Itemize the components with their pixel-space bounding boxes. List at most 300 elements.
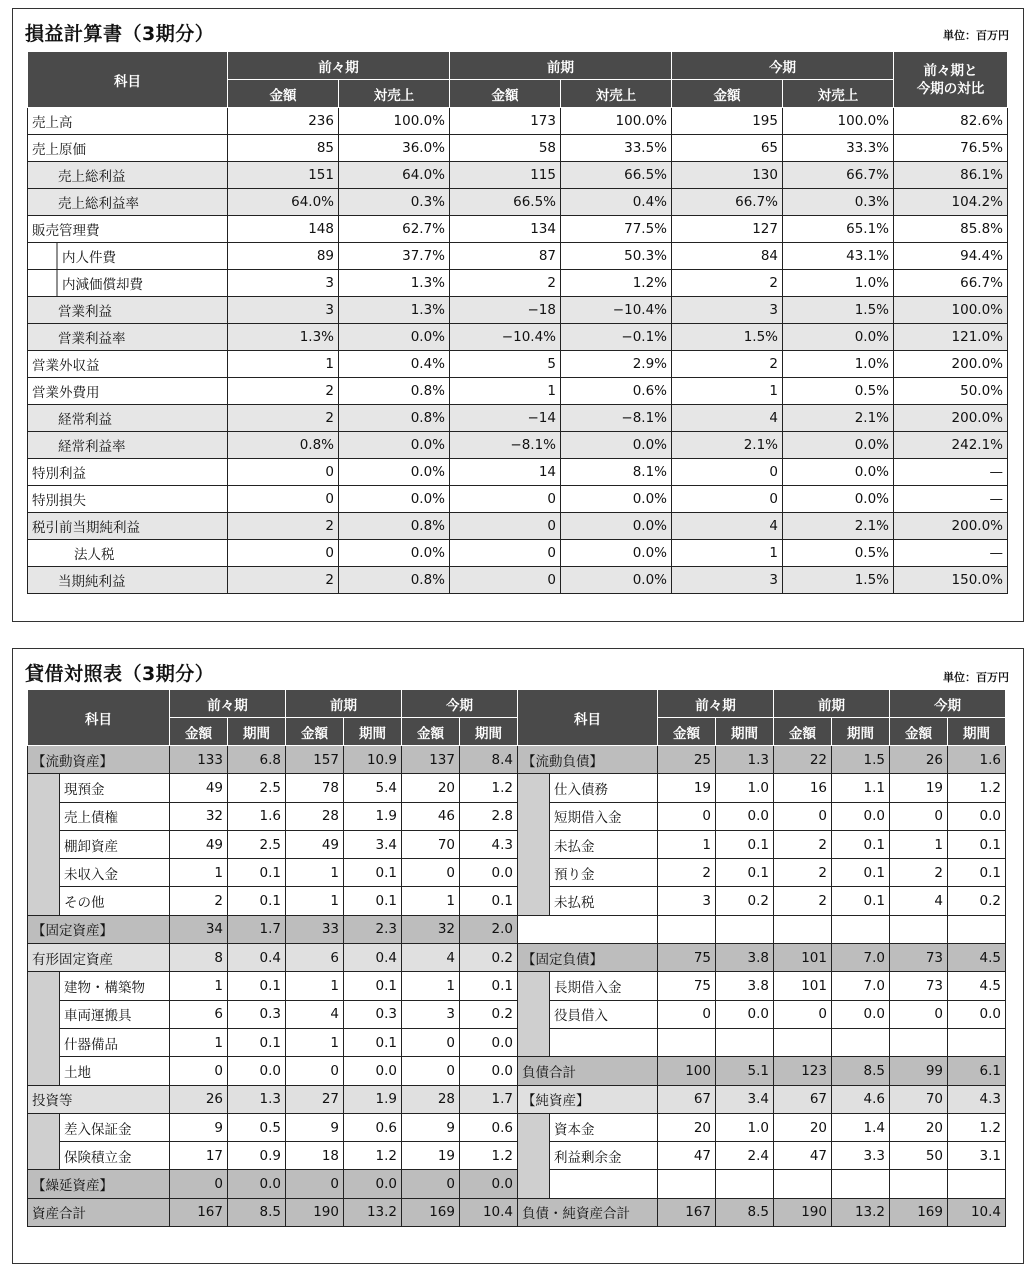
pl-value-cell: 195 <box>672 108 783 135</box>
bs-value-cell: 190 <box>774 1198 832 1226</box>
bs-value-cell: 1 <box>170 859 228 887</box>
pl-compare-cell: 100.0% <box>894 297 1008 324</box>
bs-row-label: 什器備品 <box>60 1028 170 1056</box>
bs-value-cell: 0.0 <box>460 1028 518 1056</box>
pl-value-cell: 65.1% <box>783 216 894 243</box>
bs-value-cell: 1.4 <box>832 1113 890 1141</box>
bs-value-cell: 0 <box>286 1170 344 1198</box>
bs-indent-strip <box>28 1028 60 1056</box>
pl-compare-cell: 86.1% <box>894 162 1008 189</box>
bs-value-cell: 0 <box>170 1170 228 1198</box>
pl-row-label: 売上総利益 <box>28 162 228 189</box>
bs-row-label <box>518 915 658 943</box>
pl-value-cell: 2 <box>228 378 339 405</box>
bs-header-period: 期間 <box>948 718 1006 746</box>
bs-header-amount: 金額 <box>658 718 716 746</box>
bs-value-cell: 20 <box>402 774 460 802</box>
bs-row-label: 【繰延資産】 <box>28 1170 170 1198</box>
pl-compare-cell: 94.4% <box>894 243 1008 270</box>
pl-value-cell: 0.8% <box>339 405 450 432</box>
pl-value-cell: 0.0% <box>339 432 450 459</box>
pl-compare-cell: — <box>894 486 1008 513</box>
bs-value-cell <box>890 1028 948 1056</box>
bs-value-cell: 19 <box>890 774 948 802</box>
bs-value-cell: 1.2 <box>460 774 518 802</box>
bs-value-cell: 0 <box>170 1057 228 1085</box>
pl-row-label: 営業利益率 <box>28 324 228 351</box>
pl-row-label: 営業利益 <box>28 297 228 324</box>
bs-row <box>28 1142 1006 1170</box>
bs-value-cell: 4 <box>402 944 460 972</box>
bs-value-cell: 8.4 <box>460 746 518 774</box>
pl-compare-cell: 76.5% <box>894 135 1008 162</box>
bs-row <box>28 1057 1006 1085</box>
bs-value-cell: 0.1 <box>948 830 1006 858</box>
pl-value-cell: 8.1% <box>561 459 672 486</box>
bs-row-label: 保険積立金 <box>60 1142 170 1170</box>
bs-value-cell: 2.3 <box>344 915 402 943</box>
bs-row-label: 【固定負債】 <box>518 944 658 972</box>
income-statement-title: 損益計算書（3期分） <box>25 23 215 45</box>
pl-compare-cell: 242.1% <box>894 432 1008 459</box>
header-period-prev1: 前期 <box>450 52 672 80</box>
bs-value-cell: 0 <box>774 802 832 830</box>
pl-value-cell: 100.0% <box>339 108 450 135</box>
bs-header-amount: 金額 <box>774 718 832 746</box>
bs-value-cell: 6.8 <box>228 746 286 774</box>
bs-value-cell: 0.0 <box>460 859 518 887</box>
bs-value-cell <box>948 1170 1006 1198</box>
bs-row-label: 差入保証金 <box>60 1113 170 1141</box>
bs-value-cell: 49 <box>170 830 228 858</box>
bs-value-cell: 1.3 <box>228 1085 286 1113</box>
pl-row <box>28 351 1008 378</box>
pl-value-cell: 0.0% <box>783 324 894 351</box>
bs-value-cell: 0.1 <box>344 1028 402 1056</box>
bs-value-cell <box>716 915 774 943</box>
bs-value-cell: 4 <box>890 887 948 915</box>
bs-value-cell <box>832 1028 890 1056</box>
pl-value-cell: 0.8% <box>339 378 450 405</box>
pl-row <box>28 243 1008 270</box>
pl-row <box>28 432 1008 459</box>
pl-compare-cell: — <box>894 459 1008 486</box>
pl-value-cell: −14 <box>450 405 561 432</box>
pl-value-cell: 0.4% <box>339 351 450 378</box>
pl-value-cell: 0.3% <box>783 189 894 216</box>
pl-value-cell: 1.5% <box>783 567 894 594</box>
pl-value-cell: 148 <box>228 216 339 243</box>
bs-value-cell: 33 <box>286 915 344 943</box>
bs-value-cell: 190 <box>286 1198 344 1226</box>
pl-row-label: 売上総利益率 <box>28 189 228 216</box>
bs-value-cell <box>832 1170 890 1198</box>
pl-value-cell: 64.0% <box>339 162 450 189</box>
bs-row-label: 短期借入金 <box>550 802 658 830</box>
bs-indent-strip <box>28 1000 60 1028</box>
bs-value-cell: 99 <box>890 1057 948 1085</box>
bs-value-cell: 32 <box>402 915 460 943</box>
bs-value-cell: 46 <box>402 802 460 830</box>
bs-value-cell: 6 <box>170 1000 228 1028</box>
bs-value-cell: 0 <box>402 1028 460 1056</box>
pl-row <box>28 189 1008 216</box>
bs-row-label: 【固定資産】 <box>28 915 170 943</box>
pl-compare-cell: 150.0% <box>894 567 1008 594</box>
pl-row-label: 経常利益 <box>28 405 228 432</box>
bs-value-cell: 0.5 <box>228 1113 286 1141</box>
bs-value-cell: 100 <box>658 1057 716 1085</box>
bs-header-period-prev2: 前々期 <box>658 690 774 718</box>
bs-value-cell: 0.1 <box>832 887 890 915</box>
pl-value-cell: 14 <box>450 459 561 486</box>
header-compare <box>894 52 1008 108</box>
bs-value-cell <box>948 1028 1006 1056</box>
balance-sheet-unit: 単位：百万円 <box>943 671 1009 684</box>
bs-value-cell: 1 <box>286 887 344 915</box>
pl-value-cell: −0.1% <box>561 324 672 351</box>
bs-value-cell: 19 <box>402 1142 460 1170</box>
bs-value-cell: 2.5 <box>228 830 286 858</box>
pl-value-cell: 2.1% <box>783 405 894 432</box>
bs-value-cell: 133 <box>170 746 228 774</box>
pl-value-cell: 87 <box>450 243 561 270</box>
bs-value-cell: 8 <box>170 944 228 972</box>
bs-value-cell: 167 <box>658 1198 716 1226</box>
bs-value-cell: 1.5 <box>832 746 890 774</box>
bs-value-cell: 2.8 <box>460 802 518 830</box>
bs-value-cell: 0.2 <box>460 944 518 972</box>
pl-value-cell: 0 <box>228 540 339 567</box>
bs-value-cell: 0.1 <box>832 859 890 887</box>
bs-row <box>28 802 1006 830</box>
bs-value-cell <box>716 1170 774 1198</box>
bs-value-cell: 0.0 <box>344 1057 402 1085</box>
bs-value-cell: 169 <box>890 1198 948 1226</box>
bs-indent-strip <box>518 1142 550 1170</box>
pl-value-cell: 0 <box>450 486 561 513</box>
bs-value-cell <box>774 915 832 943</box>
pl-row <box>28 108 1008 135</box>
bs-value-cell: 0 <box>402 1170 460 1198</box>
pl-value-cell: 58 <box>450 135 561 162</box>
pl-value-cell: 0 <box>228 459 339 486</box>
pl-value-cell: 1.3% <box>228 324 339 351</box>
bs-header-period: 期間 <box>460 718 518 746</box>
bs-value-cell: 0.1 <box>460 972 518 1000</box>
pl-value-cell: 1.5% <box>672 324 783 351</box>
bs-row-label: 資本金 <box>550 1113 658 1141</box>
bs-value-cell: 10.4 <box>460 1198 518 1226</box>
bs-row-label: 有形固定資産 <box>28 944 170 972</box>
pl-value-cell: 37.7% <box>339 243 450 270</box>
pl-value-cell: 1 <box>228 351 339 378</box>
bs-value-cell: 5.1 <box>716 1057 774 1085</box>
pl-row-label: 営業外収益 <box>28 351 228 378</box>
bs-value-cell: 0 <box>402 859 460 887</box>
pl-value-cell: 2 <box>228 513 339 540</box>
bs-row-label: 仕入債務 <box>550 774 658 802</box>
bs-row <box>28 774 1006 802</box>
pl-value-cell: 0.0% <box>339 459 450 486</box>
bs-row <box>28 1000 1006 1028</box>
pl-value-cell: 134 <box>450 216 561 243</box>
bs-value-cell: 101 <box>774 944 832 972</box>
bs-header-amount: 金額 <box>402 718 460 746</box>
income-statement-unit: 単位：百万円 <box>943 29 1009 42</box>
pl-value-cell: 0 <box>228 486 339 513</box>
bs-value-cell: 0.0 <box>832 1000 890 1028</box>
bs-value-cell: 169 <box>402 1198 460 1226</box>
bs-value-cell: 13.2 <box>832 1198 890 1226</box>
bs-header-period-current: 今期 <box>890 690 1006 718</box>
bs-value-cell: 8.5 <box>716 1198 774 1226</box>
pl-row-label: 特別利益 <box>28 459 228 486</box>
pl-value-cell: 2 <box>672 351 783 378</box>
bs-value-cell <box>890 915 948 943</box>
bs-row <box>28 1085 1006 1113</box>
bs-indent-strip <box>518 972 550 1000</box>
bs-indent-strip <box>28 1113 60 1141</box>
bs-value-cell: 2 <box>774 830 832 858</box>
bs-value-cell: 1 <box>658 830 716 858</box>
pl-value-cell: 3 <box>228 270 339 297</box>
bs-value-cell: 73 <box>890 972 948 1000</box>
bs-value-cell: 49 <box>170 774 228 802</box>
bs-value-cell: 0.0 <box>344 1170 402 1198</box>
pl-value-cell: −10.4% <box>561 297 672 324</box>
header-amount: 金額 <box>228 80 339 108</box>
bs-indent-strip <box>518 1028 550 1056</box>
bs-row-label: 未収入金 <box>60 859 170 887</box>
bs-value-cell <box>774 1028 832 1056</box>
bs-row-label: 土地 <box>60 1057 170 1085</box>
pl-row-label: 内人件費 <box>28 243 228 270</box>
bs-row-label: 負債・純資産合計 <box>518 1198 658 1226</box>
pl-value-cell: 3 <box>672 567 783 594</box>
bs-row-label: 【純資産】 <box>518 1085 658 1113</box>
bs-value-cell: 2.5 <box>228 774 286 802</box>
pl-value-cell: 173 <box>450 108 561 135</box>
bs-value-cell: 0.1 <box>832 830 890 858</box>
pl-value-cell: 33.3% <box>783 135 894 162</box>
bs-value-cell: 0 <box>658 802 716 830</box>
pl-compare-cell: 85.8% <box>894 216 1008 243</box>
pl-compare-cell: 200.0% <box>894 405 1008 432</box>
pl-value-cell: 0 <box>672 459 783 486</box>
pl-value-cell: 66.5% <box>561 162 672 189</box>
pl-value-cell: 0.0% <box>783 432 894 459</box>
bs-row <box>28 746 1006 774</box>
bs-row-label: 未払税 <box>550 887 658 915</box>
pl-value-cell: 84 <box>672 243 783 270</box>
bs-value-cell: 8.5 <box>832 1057 890 1085</box>
bs-value-cell: 22 <box>774 746 832 774</box>
bs-value-cell: 4.3 <box>460 830 518 858</box>
bs-value-cell: 0 <box>658 1000 716 1028</box>
bs-value-cell: 20 <box>658 1113 716 1141</box>
bs-value-cell: 1.6 <box>228 802 286 830</box>
pl-value-cell: 1.2% <box>561 270 672 297</box>
bs-row-label: 棚卸資産 <box>60 830 170 858</box>
bs-value-cell: 4.6 <box>832 1085 890 1113</box>
pl-value-cell: 66.7% <box>783 162 894 189</box>
bs-value-cell: 67 <box>658 1085 716 1113</box>
pl-value-cell: 62.7% <box>339 216 450 243</box>
bs-value-cell <box>774 1170 832 1198</box>
bs-value-cell: 101 <box>774 972 832 1000</box>
pl-value-cell: −8.1% <box>561 405 672 432</box>
pl-row-label: 内減価償却費 <box>28 270 228 297</box>
bs-indent-strip <box>28 887 60 915</box>
bs-value-cell: 9 <box>402 1113 460 1141</box>
bs-value-cell: 6 <box>286 944 344 972</box>
pl-value-cell: 151 <box>228 162 339 189</box>
pl-value-cell: −18 <box>450 297 561 324</box>
pl-value-cell: 2 <box>228 567 339 594</box>
pl-value-cell: 1.3% <box>339 270 450 297</box>
bs-value-cell <box>716 1028 774 1056</box>
bs-value-cell: 3.1 <box>948 1142 1006 1170</box>
bs-indent-strip <box>28 830 60 858</box>
bs-value-cell: 19 <box>658 774 716 802</box>
bs-value-cell: 0.6 <box>344 1113 402 1141</box>
bs-value-cell: 0.0 <box>948 1000 1006 1028</box>
pl-value-cell: 0.5% <box>783 378 894 405</box>
bs-value-cell: 0.4 <box>228 944 286 972</box>
pl-row-label: 法人税 <box>28 540 228 567</box>
bs-value-cell: 0.9 <box>228 1142 286 1170</box>
bs-value-cell <box>658 915 716 943</box>
pl-row <box>28 540 1008 567</box>
pl-value-cell: 0 <box>450 540 561 567</box>
pl-value-cell: 0.0% <box>561 486 672 513</box>
pl-value-cell: 85 <box>228 135 339 162</box>
pl-value-cell: 0 <box>450 513 561 540</box>
header-ratio: 対売上 <box>783 80 894 108</box>
bs-indent-strip <box>518 1170 550 1198</box>
bs-row-label: 車両運搬具 <box>60 1000 170 1028</box>
pl-value-cell: 1.3% <box>339 297 450 324</box>
bs-value-cell: 1.7 <box>228 915 286 943</box>
bs-value-cell: 123 <box>774 1057 832 1085</box>
pl-value-cell: 0.8% <box>339 513 450 540</box>
bs-value-cell: 73 <box>890 944 948 972</box>
balance-sheet-table <box>27 689 1006 1227</box>
pl-value-cell: 1 <box>672 540 783 567</box>
bs-header-period: 期間 <box>716 718 774 746</box>
bs-value-cell: 18 <box>286 1142 344 1170</box>
header-period-prev2: 前々期 <box>228 52 450 80</box>
pl-value-cell: −8.1% <box>450 432 561 459</box>
bs-indent-strip <box>28 859 60 887</box>
bs-value-cell: 1.1 <box>832 774 890 802</box>
bs-value-cell: 0.1 <box>228 1028 286 1056</box>
header-amount: 金額 <box>450 80 561 108</box>
pl-value-cell: 77.5% <box>561 216 672 243</box>
bs-value-cell: 0.6 <box>460 1113 518 1141</box>
bs-value-cell: 0.0 <box>460 1057 518 1085</box>
bs-value-cell: 0.2 <box>460 1000 518 1028</box>
bs-value-cell: 0 <box>402 1057 460 1085</box>
bs-row-label: 資産合計 <box>28 1198 170 1226</box>
bs-value-cell: 8.5 <box>228 1198 286 1226</box>
bs-value-cell: 0.2 <box>716 887 774 915</box>
pl-compare-cell: 104.2% <box>894 189 1008 216</box>
bs-value-cell: 78 <box>286 774 344 802</box>
bs-row-label: 預り金 <box>550 859 658 887</box>
pl-value-cell: 2.9% <box>561 351 672 378</box>
pl-compare-cell: 50.0% <box>894 378 1008 405</box>
bs-row-label: 投資等 <box>28 1085 170 1113</box>
bs-row <box>28 915 1006 943</box>
bs-value-cell: 1.3 <box>716 746 774 774</box>
balance-sheet-panel <box>12 648 1024 1264</box>
bs-value-cell: 5.4 <box>344 774 402 802</box>
pl-value-cell: 1 <box>450 378 561 405</box>
bs-value-cell: 9 <box>170 1113 228 1141</box>
bs-value-cell: 32 <box>170 802 228 830</box>
pl-value-cell: 115 <box>450 162 561 189</box>
pl-value-cell: 1 <box>672 378 783 405</box>
bs-value-cell: 0.1 <box>460 887 518 915</box>
bs-value-cell: 1 <box>402 887 460 915</box>
bs-value-cell: 4 <box>286 1000 344 1028</box>
bs-row-label: 売上債権 <box>60 802 170 830</box>
header-ratio: 対売上 <box>561 80 672 108</box>
bs-value-cell: 1.9 <box>344 1085 402 1113</box>
bs-row <box>28 1113 1006 1141</box>
pl-value-cell: 0.0% <box>339 540 450 567</box>
bs-header-amount: 金額 <box>286 718 344 746</box>
balance-sheet-body <box>28 746 1006 1227</box>
bs-value-cell: 0.1 <box>716 830 774 858</box>
bs-value-cell: 0.3 <box>344 1000 402 1028</box>
pl-row <box>28 378 1008 405</box>
pl-value-cell: 0.0% <box>783 459 894 486</box>
pl-value-cell: 2.1% <box>783 513 894 540</box>
bs-value-cell: 1 <box>286 972 344 1000</box>
bs-value-cell: 2.4 <box>716 1142 774 1170</box>
bs-row-label <box>550 1170 658 1198</box>
balance-sheet-title: 貸借対照表（3期分） <box>25 663 215 685</box>
pl-row-label: 売上原価 <box>28 135 228 162</box>
bs-value-cell: 0.0 <box>228 1170 286 1198</box>
bs-row <box>28 944 1006 972</box>
bs-value-cell: 0.0 <box>460 1170 518 1198</box>
pl-value-cell: 65 <box>672 135 783 162</box>
bs-value-cell: 1.2 <box>948 1113 1006 1141</box>
bs-indent-strip <box>28 774 60 802</box>
pl-value-cell: 236 <box>228 108 339 135</box>
bs-row-label: 【流動負債】 <box>518 746 658 774</box>
pl-value-cell: 33.5% <box>561 135 672 162</box>
bs-value-cell: 0.1 <box>716 859 774 887</box>
bs-value-cell: 0.1 <box>228 859 286 887</box>
pl-value-cell: 1.5% <box>783 297 894 324</box>
pl-row <box>28 216 1008 243</box>
pl-value-cell: 0.0% <box>561 567 672 594</box>
pl-value-cell: 0.0% <box>783 486 894 513</box>
pl-row-label: 売上高 <box>28 108 228 135</box>
pl-row <box>28 567 1008 594</box>
pl-value-cell: 0.4% <box>561 189 672 216</box>
header-period-current: 今期 <box>672 52 894 80</box>
bs-header-amount: 金額 <box>890 718 948 746</box>
header-ratio: 対売上 <box>339 80 450 108</box>
pl-value-cell: 0.0% <box>561 432 672 459</box>
bs-value-cell: 2 <box>774 887 832 915</box>
